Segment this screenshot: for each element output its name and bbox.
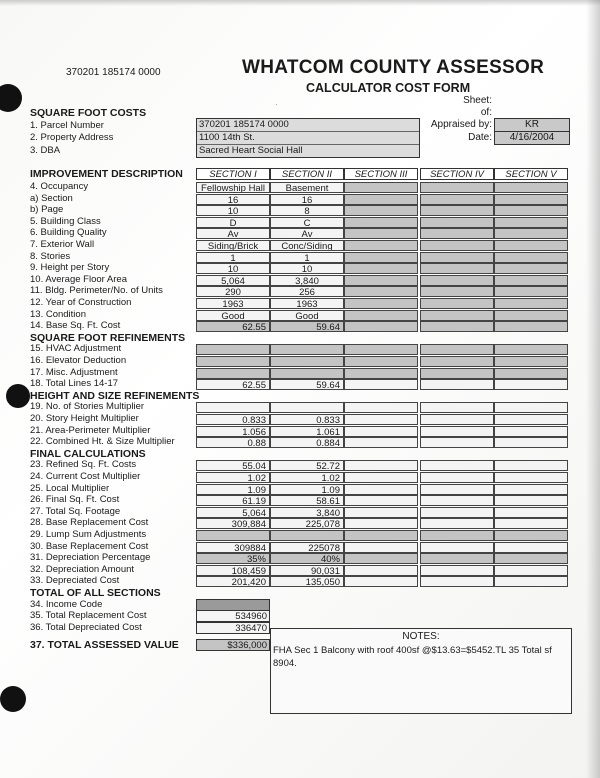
improvement-cell-3-2: 8 <box>270 205 344 216</box>
scan-speck: · <box>275 100 278 109</box>
parcel-number-value: 370201 185174 0000 <box>197 119 419 132</box>
improvement-cell-8-3 <box>344 263 418 274</box>
date-value: 4/16/2004 <box>494 131 570 145</box>
punch-hole-top <box>0 84 22 112</box>
final-cell-10-3 <box>344 565 418 576</box>
improvement-cell-6-2: Conc/Siding <box>270 240 344 251</box>
refinements-cell-2-5 <box>494 356 568 367</box>
improvement-cell-1-4 <box>420 182 494 193</box>
final-cell-2-2: 1.02 <box>270 472 344 483</box>
final-cell-10-5 <box>494 565 568 576</box>
improvement-cell-1-3 <box>344 182 418 193</box>
dba-value: Sacred Heart Social Hall <box>199 145 303 156</box>
height_size-cell-2-2: 0.833 <box>270 414 344 425</box>
improvement-cell-6-4 <box>420 240 494 251</box>
final-cell-10-1: 108,459 <box>196 565 270 576</box>
improvement-label-10: 11. Bldg. Perimeter/No. of Units <box>30 285 163 297</box>
sfc-label-1: 1. Parcel Number <box>30 120 104 131</box>
final-cell-5-4 <box>420 507 494 518</box>
final-cell-1-2: 52.72 <box>270 460 344 471</box>
improvement-cell-2-2: 16 <box>270 194 344 205</box>
final-cell-7-2 <box>270 530 344 541</box>
final-cell-7-3 <box>344 530 418 541</box>
final-cell-11-5 <box>494 576 568 587</box>
section-header-5: SECTION V <box>494 168 568 180</box>
refinements-label-3: 17. Misc. Adjustment <box>30 366 118 378</box>
final-label-10: 32. Depreciation Amount <box>30 563 135 575</box>
final-cell-6-1: 309,884 <box>196 518 270 529</box>
final-cell-7-4 <box>420 530 494 541</box>
totals-label-3: 36. Total Depreciated Cost <box>30 621 142 633</box>
final-cell-8-3 <box>344 542 418 553</box>
height_size-cell-1-3 <box>344 402 418 413</box>
height_size-cell-2-3 <box>344 414 418 425</box>
total-of-all-sections-heading: TOTAL OF ALL SECTIONS <box>30 587 161 599</box>
improvement-cell-9-4 <box>420 275 494 286</box>
improvement-cell-10-4 <box>420 286 494 297</box>
height_size-cell-4-4 <box>420 437 494 448</box>
final-cell-9-4 <box>420 553 494 564</box>
height_size-cell-3-4 <box>420 426 494 437</box>
improvement-cell-12-3 <box>344 310 418 321</box>
height_size-cell-2-5 <box>494 414 568 425</box>
refinements-cell-1-3 <box>344 344 418 355</box>
improvement-cell-12-5 <box>494 310 568 321</box>
improvement-cell-11-2: 1963 <box>270 298 344 309</box>
final-cell-9-5 <box>494 553 568 564</box>
improvement-label-12: 13. Condition <box>30 308 86 320</box>
refinements-cell-4-4 <box>420 379 494 390</box>
improvement-cell-2-4 <box>420 194 494 205</box>
height_size-cell-3-2: 1.061 <box>270 426 344 437</box>
sheet-label: Sheet: <box>463 95 492 106</box>
improvement-label-7: 8. Stories <box>30 250 71 262</box>
refinements-cell-3-2 <box>270 368 344 379</box>
totals-label-1: 34. Income Code <box>30 598 103 610</box>
final-cell-9-2: 40% <box>270 553 344 564</box>
notes-box <box>270 628 572 714</box>
final-label-6: 28. Base Replacement Cost <box>30 517 149 529</box>
square-foot-costs-heading: SQUARE FOOT COSTS <box>30 107 147 119</box>
final-cell-4-2: 58.61 <box>270 495 344 506</box>
improvement-label-5: 6. Building Quality <box>30 227 107 239</box>
final-cell-10-4 <box>420 565 494 576</box>
refinements-cell-1-4 <box>420 344 494 355</box>
improvement-cell-4-3 <box>344 217 418 228</box>
totals-value-4: $336,000 <box>196 639 270 651</box>
improvement-cell-10-1: 290 <box>196 286 270 297</box>
final-cell-4-1: 61.19 <box>196 495 270 506</box>
improvement-description-heading: IMPROVEMENT DESCRIPTION <box>30 168 183 180</box>
height_size-cell-1-5 <box>494 402 568 413</box>
punch-hole-bottom <box>0 686 26 712</box>
page-subtitle: CALCULATOR COST FORM <box>306 81 471 95</box>
improvement-cell-12-2: Good <box>270 310 344 321</box>
final-cell-1-3 <box>344 460 418 471</box>
final-cell-4-3 <box>344 495 418 506</box>
final-cell-1-4 <box>420 460 494 471</box>
refinements-label-2: 16. Elevator Deduction <box>30 355 127 366</box>
improvement-cell-7-5 <box>494 252 568 263</box>
sfc-label-2: 2. Property Address <box>30 132 114 144</box>
height_size-cell-2-1: 0.833 <box>196 414 270 425</box>
parcel-info-box <box>196 118 420 158</box>
punch-hole-middle <box>6 384 30 408</box>
height_size-cell-3-1: 1.056 <box>196 426 270 437</box>
refinements-cell-1-2 <box>270 344 344 355</box>
final-cell-11-1: 201,420 <box>196 576 270 587</box>
final-cell-5-5 <box>494 507 568 518</box>
totals-value-2: 534960 <box>196 610 270 622</box>
refinements-cell-3-5 <box>494 368 568 379</box>
final-cell-7-1 <box>196 530 270 541</box>
height_size-cell-4-1: 0.88 <box>196 437 270 448</box>
refinements-cell-3-1 <box>196 368 270 379</box>
improvement-cell-13-5 <box>494 321 568 332</box>
final-cell-2-1: 1.02 <box>196 472 270 483</box>
notes-title: NOTES: <box>402 631 440 642</box>
improvement-cell-8-2: 10 <box>270 263 344 274</box>
improvement-cell-10-5 <box>494 286 568 297</box>
improvement-label-9: 10. Average Floor Area <box>30 273 127 285</box>
improvement-cell-4-1: D <box>196 217 270 228</box>
height_size-cell-2-4 <box>420 414 494 425</box>
final-cell-8-1: 309884 <box>196 542 270 553</box>
final-cell-5-2: 3,840 <box>270 507 344 518</box>
scan-edge-shadow <box>586 0 600 778</box>
height_size-cell-1-1 <box>196 402 270 413</box>
improvement-cell-3-4 <box>420 205 494 216</box>
totals-label-4: 37. TOTAL ASSESSED VALUE <box>30 639 179 652</box>
final-cell-3-3 <box>344 484 418 495</box>
height_size-cell-4-5 <box>494 437 568 448</box>
final-label-11: 33. Depreciated Cost <box>30 575 120 587</box>
final-cell-3-5 <box>494 484 568 495</box>
final-cell-4-4 <box>420 495 494 506</box>
appraised-by-value: KR <box>494 118 570 132</box>
final-cell-2-5 <box>494 472 568 483</box>
section-header-1: SECTION I <box>196 168 270 180</box>
final-cell-3-1: 1.09 <box>196 484 270 495</box>
final-label-4: 26. Final Sq. Ft. Cost <box>30 494 120 506</box>
final-cell-9-3 <box>344 553 418 564</box>
improvement-cell-1-1: Fellowship Hall <box>196 182 270 193</box>
date-label: Date: <box>468 132 492 143</box>
height_size-cell-4-3 <box>344 437 418 448</box>
improvement-cell-3-1: 10 <box>196 205 270 216</box>
improvement-label-13: 14. Base Sq. Ft. Cost <box>30 320 121 332</box>
improvement-cell-5-5 <box>494 228 568 239</box>
improvement-cell-3-5 <box>494 205 568 216</box>
refinements-cell-3-4 <box>420 368 494 379</box>
final-cell-6-3 <box>344 518 418 529</box>
improvement-cell-7-1: 1 <box>196 252 270 263</box>
improvement-cell-7-4 <box>420 252 494 263</box>
height_size-cell-3-5 <box>494 426 568 437</box>
appraised-by-label: Appraised by: <box>430 119 492 130</box>
final-cell-8-2: 225078 <box>270 542 344 553</box>
improvement-cell-12-4 <box>420 310 494 321</box>
final-cell-8-4 <box>420 542 494 553</box>
height_size-cell-1-4 <box>420 402 494 413</box>
improvement-cell-11-3 <box>344 298 418 309</box>
refinements-label-1: 15. HVAC Adjustment <box>30 343 122 355</box>
final-cell-3-4 <box>420 484 494 495</box>
improvement-cell-9-3 <box>344 275 418 286</box>
improvement-cell-11-1: 1963 <box>196 298 270 309</box>
improvement-cell-4-5 <box>494 217 568 228</box>
improvement-cell-11-5 <box>494 298 568 309</box>
final-cell-1-5 <box>494 460 568 471</box>
improvement-cell-9-2: 3,840 <box>270 275 344 286</box>
refinements-cell-4-3 <box>344 379 418 390</box>
improvement-cell-5-3 <box>344 228 418 239</box>
height_size-cell-1-2 <box>270 402 344 413</box>
height_size-cell-4-2: 0.884 <box>270 437 344 448</box>
improvement-cell-6-5 <box>494 240 568 251</box>
improvement-label-3: b) Page <box>30 204 64 216</box>
page-title: WHATCOM COUNTY ASSESSOR <box>242 57 545 78</box>
height-size-heading: HEIGHT AND SIZE REFINEMENTS <box>30 389 200 402</box>
improvement-cell-8-1: 10 <box>196 263 270 274</box>
improvement-label-1: 4. Occupancy <box>30 181 89 192</box>
section-header-3: SECTION III <box>344 168 418 180</box>
refinements-cell-2-4 <box>420 356 494 367</box>
final-label-8: 30. Base Replacement Cost <box>30 540 149 552</box>
section-header-2: SECTION II <box>270 168 344 180</box>
final-cell-3-2: 1.09 <box>270 484 344 495</box>
improvement-cell-7-3 <box>344 252 418 263</box>
improvement-cell-5-1: Av <box>196 228 270 239</box>
notes-text: FHA Sec 1 Balcony with roof 400sf @$13.63=$5452.TL 35 Total sf 8904. <box>273 645 552 669</box>
improvement-cell-6-3 <box>344 240 418 251</box>
improvement-cell-10-2: 256 <box>270 286 344 297</box>
improvement-cell-12-1: Good <box>196 310 270 321</box>
refinements-cell-4-2: 59.64 <box>270 379 344 390</box>
final-cell-7-5 <box>494 530 568 541</box>
improvement-cell-10-3 <box>344 286 418 297</box>
final-label-9: 31. Depreciation Percentage <box>30 552 151 564</box>
height_size-label-4: 22. Combined Ht. & Size Multiplier <box>30 436 175 448</box>
improvement-cell-9-1: 5,064 <box>196 275 270 286</box>
refinements-cell-1-1 <box>196 344 270 355</box>
of-label: of: <box>480 107 492 118</box>
height_size-label-2: 20. Story Height Multiplier <box>30 413 139 424</box>
final-label-3: 25. Local Multiplier <box>30 482 110 494</box>
improvement-cell-1-5 <box>494 182 568 193</box>
improvement-cell-2-5 <box>494 194 568 205</box>
improvement-cell-1-2: Basement <box>270 182 344 193</box>
height_size-label-1: 19. No. of Stories Multiplier <box>30 401 145 413</box>
section-header-4: SECTION IV <box>420 168 494 180</box>
refinements-cell-2-3 <box>344 356 418 367</box>
final-cell-9-1: 35% <box>196 553 270 564</box>
refinements-cell-4-1: 62.55 <box>196 379 270 390</box>
final-cell-11-2: 135,050 <box>270 576 344 587</box>
totals-value-3: 336470 <box>196 622 270 634</box>
improvement-cell-13-2: 59.64 <box>270 321 344 332</box>
final-label-2: 24. Current Cost Multiplier <box>30 471 141 482</box>
improvement-cell-13-1: 62.55 <box>196 321 270 332</box>
final-cell-6-5 <box>494 518 568 529</box>
improvement-cell-6-1: Siding/Brick <box>196 240 270 251</box>
height_size-cell-3-3 <box>344 426 418 437</box>
improvement-cell-4-2: C <box>270 217 344 228</box>
improvement-cell-8-5 <box>494 263 568 274</box>
refinements-cell-1-5 <box>494 344 568 355</box>
final-cell-11-3 <box>344 576 418 587</box>
refinements-cell-2-2 <box>270 356 344 367</box>
improvement-label-6: 7. Exterior Wall <box>30 239 95 250</box>
improvement-cell-8-4 <box>420 263 494 274</box>
improvement-cell-4-4 <box>420 217 494 228</box>
improvement-cell-9-5 <box>494 275 568 286</box>
improvement-label-4: 5. Building Class <box>30 215 101 227</box>
refinements-cell-3-3 <box>344 368 418 379</box>
final-calculations-heading: FINAL CALCULATIONS <box>30 447 146 460</box>
improvement-cell-13-3 <box>344 321 418 332</box>
final-cell-8-5 <box>494 542 568 553</box>
refinements-cell-2-1 <box>196 356 270 367</box>
improvement-label-11: 12. Year of Construction <box>30 297 132 308</box>
final-label-1: 23. Refined Sq. Ft. Costs <box>30 459 137 471</box>
height_size-label-3: 21. Area-Perimeter Multiplier <box>30 424 151 436</box>
square-foot-refinements-heading: SQUARE FOOT REFINEMENTS <box>30 331 186 344</box>
final-cell-1-1: 55.04 <box>196 460 270 471</box>
improvement-cell-5-2: Av <box>270 228 344 239</box>
header-parcel-id: 370201 185174 0000 <box>66 67 161 78</box>
improvement-cell-3-3 <box>344 205 418 216</box>
sfc-label-3: 3. DBA <box>30 144 61 156</box>
final-label-5: 27. Total Sq. Footage <box>30 505 121 517</box>
improvement-cell-11-4 <box>420 298 494 309</box>
refinements-label-4: 18. Total Lines 14-17 <box>30 378 119 390</box>
final-cell-2-3 <box>344 472 418 483</box>
improvement-label-8: 9. Height per Story <box>30 262 110 274</box>
totals-value-1 <box>196 599 270 611</box>
improvement-cell-5-4 <box>420 228 494 239</box>
improvement-cell-7-2: 1 <box>270 252 344 263</box>
improvement-cell-13-4 <box>420 321 494 332</box>
improvement-cell-2-3 <box>344 194 418 205</box>
final-cell-5-3 <box>344 507 418 518</box>
scan-top-shadow <box>0 0 600 6</box>
totals-label-2: 35. Total Replacement Cost <box>30 610 147 622</box>
property-address-value: 1100 14th St. <box>197 132 419 145</box>
final-label-7: 29. Lump Sum Adjustments <box>30 529 147 540</box>
final-cell-11-4 <box>420 576 494 587</box>
final-cell-6-2: 225,078 <box>270 518 344 529</box>
final-cell-10-2: 90,031 <box>270 565 344 576</box>
final-cell-5-1: 5,064 <box>196 507 270 518</box>
improvement-label-2: a) Section <box>30 192 73 204</box>
improvement-cell-2-1: 16 <box>196 194 270 205</box>
refinements-cell-4-5 <box>494 379 568 390</box>
final-cell-4-5 <box>494 495 568 506</box>
final-cell-2-4 <box>420 472 494 483</box>
final-cell-6-4 <box>420 518 494 529</box>
